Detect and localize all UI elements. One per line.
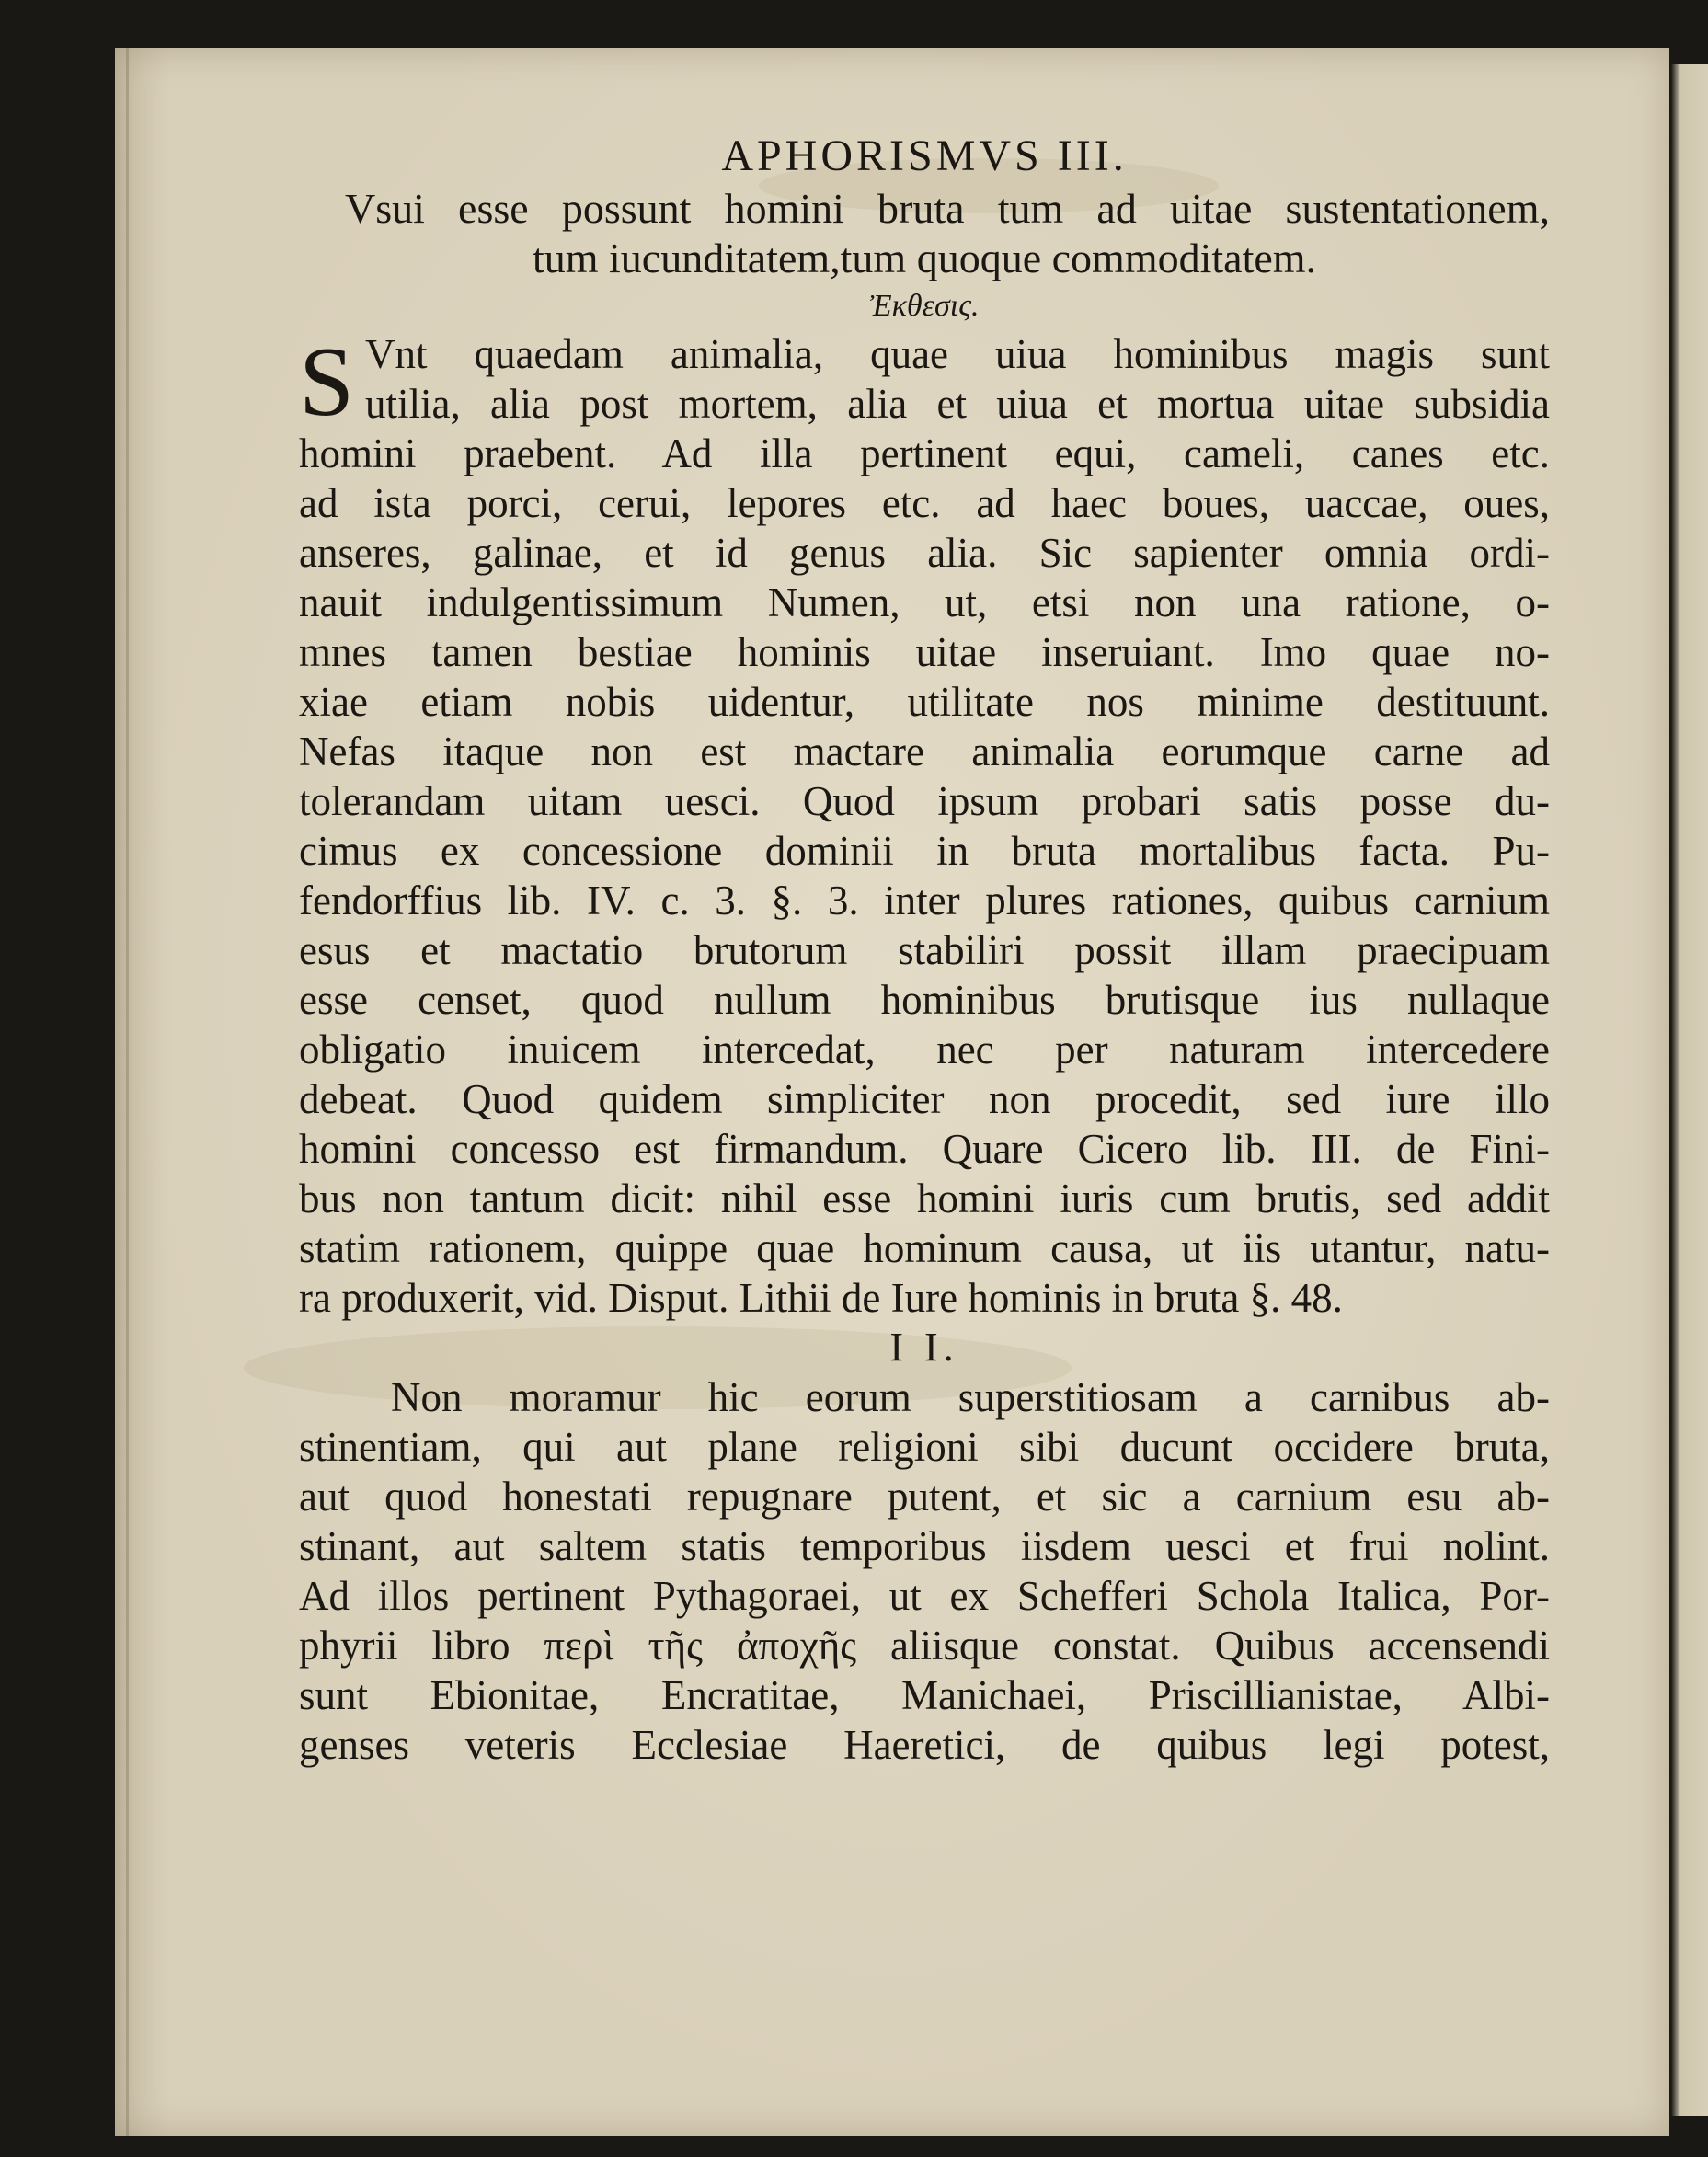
section-number: I I. [889, 1325, 959, 1370]
text-line: sunt Ebionitae, Encratitae, Manichaei, Priscillianistae, Albi- [299, 1672, 1550, 1718]
text-line: esse censet, quod nullum hominibus brutisque ius nullaque [299, 977, 1550, 1023]
text-line: aut quod honestati repugnare putent, et sic a carnium esu ab- [299, 1474, 1550, 1520]
text-line: anseres, galinae, et id genus alia. Sic sapienter omnia ordi- [299, 530, 1550, 576]
text-line: Ad illos pertinent Pythagoraei, ut ex Schefferi Schola Italica, Por- [299, 1573, 1550, 1619]
text-line: phyrii libro περὶ τῆς ἀποχῆς aliisque constat. Quibus accensendi [299, 1623, 1550, 1669]
text-line: homini praebent. Ad illa pertinent equi, cameli, canes etc. [299, 430, 1550, 476]
text-line: obligatio inuicem intercedat, nec per naturam intercedere [299, 1027, 1550, 1073]
text-line: nauit indulgentissimum Numen, ut, etsi non una ratione, o- [299, 579, 1550, 625]
text-line: stinentiam, qui aut plane religioni sibi ducunt occidere bruta, [299, 1424, 1550, 1470]
text-line: Nefas itaque non est mactare animalia eorumque carne ad [299, 729, 1550, 774]
paragraph-1 [299, 429, 1550, 1323]
text-line: genses veteris Ecclesiae Haeretici, de quibus legi potest, [299, 1722, 1550, 1768]
aphorism-heading: APHORISMVS III. [721, 132, 1128, 180]
text-line: esus et mactatio brutorum stabiliri possit illam praecipuam [299, 927, 1550, 973]
text-line: utilia, alia post mortem, alia et uiua et mortua uitae subsidia [365, 381, 1550, 427]
ekthesis-label: Ἐκθεσις. [869, 289, 980, 323]
aphorism-line: Vsui esse possunt homini bruta tum ad uitae sustentationem, [345, 185, 1550, 232]
text-line: Vnt quaedam animalia, quae uiua hominibus magis sunt [365, 331, 1550, 377]
text-line: homini concesso est firmandum. Quare Cicero lib. III. de Fini- [299, 1126, 1550, 1172]
text-line: statim rationem, quippe quae hominum causa, ut iis utantur, natu- [299, 1225, 1550, 1271]
drop-cap: S [299, 327, 355, 437]
text-line: xiae etiam nobis uidentur, utilitate nos minime destituunt. [299, 679, 1550, 725]
text-line: stinant, aut saltem statis temporibus iisdem uesci et frui nolint. [299, 1523, 1550, 1569]
page-text [299, 129, 1550, 1770]
text-line: Non moramur hic eorum superstitiosam a carnibus ab- [391, 1374, 1550, 1420]
text-line: tolerandam uitam uesci. Quod ipsum probari satis posse du- [299, 778, 1550, 824]
aphorism-line: tum iucunditatem,tum quoque commoditatem. [532, 235, 1317, 281]
text-line: mnes tamen bestiae hominis uitae inseruiant. Imo quae no- [299, 629, 1550, 675]
next-page-edge [1671, 64, 1708, 2116]
text-line: cimus ex concessione dominii in bruta mortalibus facta. Pu- [299, 828, 1550, 874]
text-line: debeat. Quod quidem simpliciter non procedit, sed iure illo [299, 1076, 1550, 1122]
paragraph-2 [299, 1372, 1550, 1770]
text-line: ra produxerit, vid. Disput. Lithii de Iure hominis in bruta §. 48. [299, 1275, 1343, 1321]
text-line: bus non tantum dicit: nihil esse homini iuris cum brutis, sed addit [299, 1176, 1550, 1222]
paragraph-1-opening [299, 327, 1550, 437]
text-line: ad ista porci, cerui, lepores etc. ad haec boues, uaccae, oues, [299, 480, 1550, 526]
text-line: fendorffius lib. IV. c. 3. §. 3. inter plures rationes, quibus carnium [299, 878, 1550, 924]
